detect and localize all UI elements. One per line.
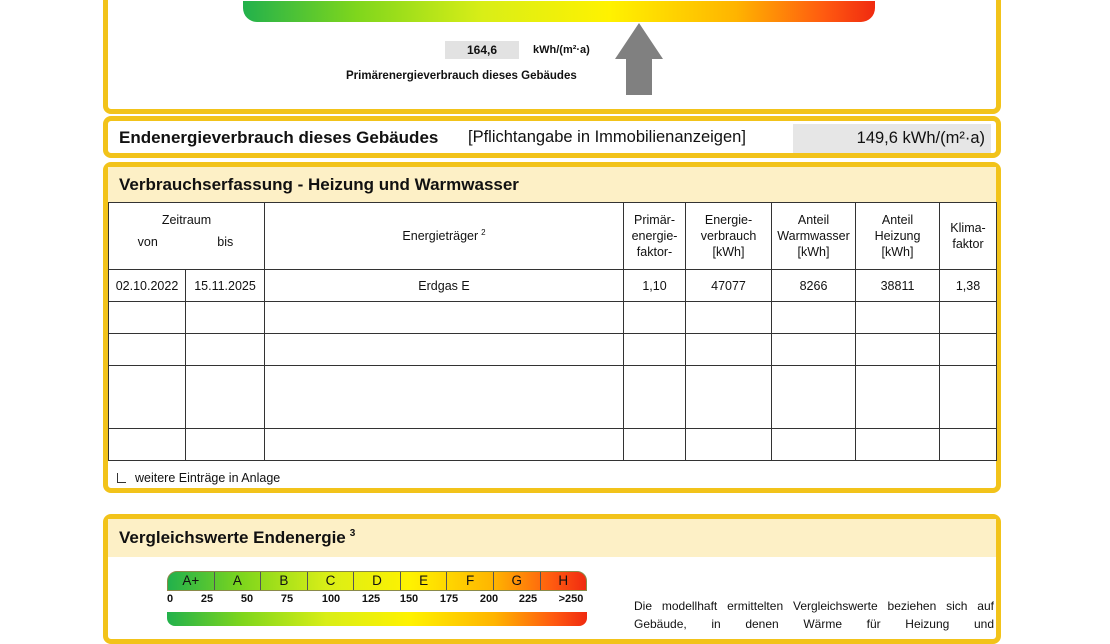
arrow-up-icon <box>615 23 663 95</box>
cell-heizung: 38811 <box>856 270 940 302</box>
comparison-panel <box>103 514 1001 644</box>
class-label: E <box>401 572 448 590</box>
tick-label: 175 <box>439 593 459 605</box>
consumption-header <box>108 167 996 202</box>
final-energy-panel <box>103 116 1001 158</box>
corner-bracket-icon <box>117 473 126 483</box>
table-row <box>109 429 997 461</box>
table-header-row <box>109 203 997 270</box>
tick-label: 150 <box>399 593 419 605</box>
table-row <box>109 334 997 366</box>
class-label: G <box>494 572 541 590</box>
header-energieverbrauch: Energie- verbrauch [kWh] <box>686 203 772 270</box>
consumption-title: Verbrauchserfassung - Heizung und Warmwasser <box>119 175 519 194</box>
cell-energietraeger: Erdgas E <box>265 270 624 302</box>
consumption-panel <box>103 162 1001 493</box>
tick-label: 25 <box>200 593 214 605</box>
table-row <box>109 366 997 429</box>
cell-primaerfaktor: 1,10 <box>624 270 686 302</box>
table-row <box>109 302 997 334</box>
consumption-table <box>108 202 997 461</box>
comparison-bar <box>167 612 587 626</box>
primary-energy-caption: Primärenergieverbrauch dieses Gebäudes <box>346 70 577 82</box>
class-label: H <box>558 573 569 588</box>
primary-energy-panel <box>103 0 1001 114</box>
tick-label: 200 <box>479 593 499 605</box>
tick-label: >250 <box>558 593 584 605</box>
class-label: A+ <box>168 572 215 590</box>
tick-label: 50 <box>240 593 254 605</box>
comparison-header: Vergleichswerte Endenergie $^3$ <box>108 519 996 557</box>
final-energy-note: [Pflichtangabe in Immobilienanzeigen] <box>468 128 746 146</box>
energy-scale-bar <box>243 1 875 22</box>
tick-label: 75 <box>280 593 294 605</box>
header-energietraeger: Energieträger $^2$ <box>265 203 624 270</box>
final-energy-title: Endenergieverbrauch dieses Gebäudes <box>119 128 439 147</box>
header-bis: bis <box>217 235 234 249</box>
header-heizung: Anteil Heizung [kWh] <box>856 203 940 270</box>
cell-energieverbrauch: 47077 <box>686 270 772 302</box>
class-label: A <box>215 572 262 590</box>
comparison-title: Vergleichswerte Endenergie <box>119 528 346 547</box>
table-row <box>109 270 997 302</box>
cell-von: 02.10.2022 <box>109 270 186 302</box>
header-primaerfaktor: Primär- energie- faktor- <box>624 203 686 270</box>
tick-label: 100 <box>321 593 341 605</box>
primary-energy-value: 164,6 <box>445 41 519 59</box>
comparison-text: Die modellhaft ermittelten Vergleichswerte beziehen sich auf Gebäude, in denen Wärme für Heizung und <box>634 599 994 631</box>
header-zeitraum: Zeitraum von bis <box>109 203 265 270</box>
class-label: C <box>308 572 355 590</box>
header-warmwasser: Anteil Warmwasser [kWh] <box>772 203 856 270</box>
tick-label: 0 <box>166 593 174 605</box>
tick-label: 225 <box>518 593 538 605</box>
efficiency-class-scale <box>167 571 587 591</box>
cell-warmwasser: 8266 <box>772 270 856 302</box>
class-label: B <box>261 572 308 590</box>
table-footnote: weitere Einträge in Anlage <box>117 471 280 485</box>
tick-label: 125 <box>361 593 381 605</box>
cell-klimafaktor: 1,38 <box>940 270 997 302</box>
header-von: von <box>137 235 158 249</box>
cell-bis: 15.11.2025 <box>186 270 265 302</box>
class-label: D <box>354 572 401 590</box>
primary-energy-unit: kWh/(m²·a) <box>533 44 590 56</box>
header-klimafaktor: Klima- faktor <box>940 203 997 270</box>
final-energy-value: 149,6 kWh/(m²·a) <box>793 124 991 153</box>
class-label: F <box>447 572 494 590</box>
